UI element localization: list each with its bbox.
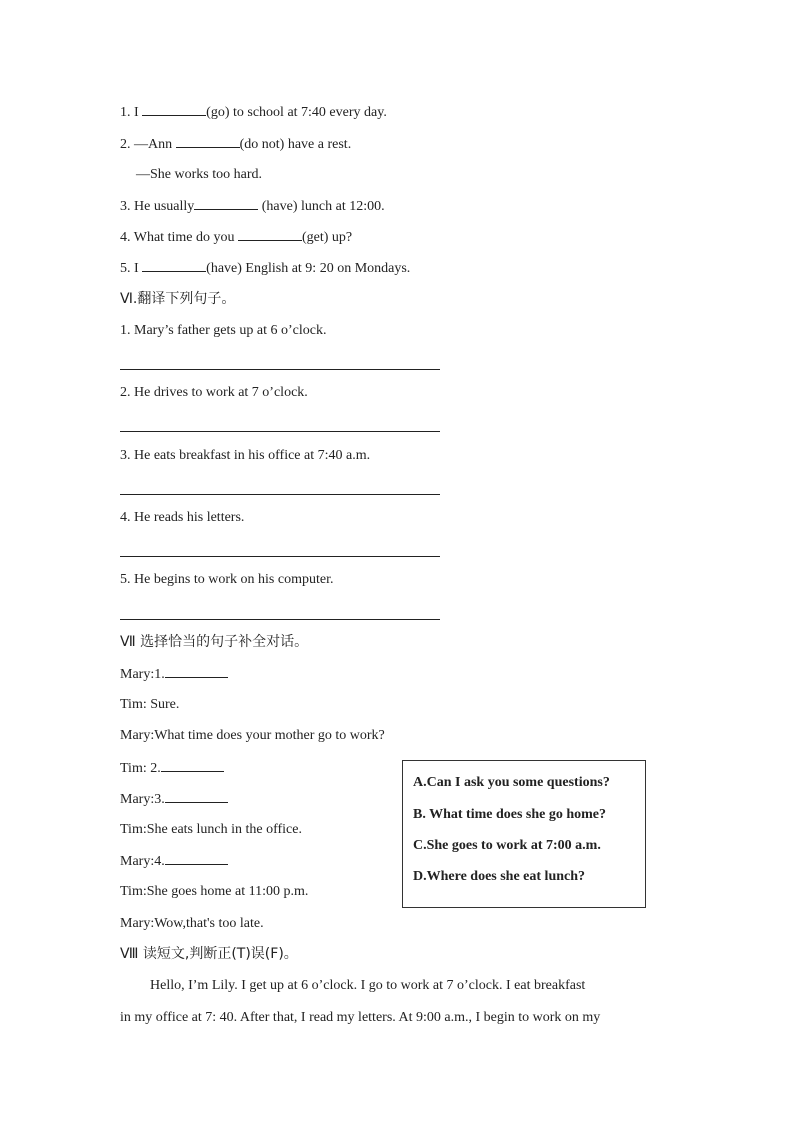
dialogue-line-9: Mary:Wow,that's too late. [120,916,264,931]
sentence-3: 3. He eats breakfast in his office at 7:40 a.m. [120,448,371,463]
answer-blank[interactable] [165,852,228,865]
answer-blank[interactable] [194,197,258,210]
answer-blank[interactable] [142,103,206,116]
section-6-title: Ⅵ.翻译下列句子。 [120,291,236,307]
question-1-prefix: 1. I [120,105,143,120]
question-2-reply: —She works too hard. [136,167,262,182]
dialogue-line-6: Tim:She eats lunch in the office. [120,822,302,837]
answer-line-5[interactable] [120,619,440,620]
question-2-suffix: (do not) have a rest. [239,137,352,152]
question-4-prefix: 4. What time do you [120,230,238,245]
answer-line-3[interactable] [120,494,440,495]
option-d: D.Where does she eat lunch? [413,869,586,884]
dialogue-speaker: Mary:4. [120,854,165,869]
dialogue-line-1 [120,665,228,684]
options-box [402,760,646,908]
question-4-suffix: (get) up? [301,230,353,245]
dialogue-line-8: Tim:She goes home at 11:00 p.m. [120,884,309,899]
answer-line-1[interactable] [120,369,440,370]
answer-line-2[interactable] [120,431,440,432]
question-1-suffix: (go) to school at 7:40 every day. [206,105,387,120]
answer-blank[interactable] [142,259,206,272]
dialogue-line-3: Mary:What time does your mother go to work? [120,728,385,743]
passage-line-2: in my office at 7: 40. After that, I read my letters. At 9:00 a.m., I begin to work on my [120,1010,601,1025]
answer-blank[interactable] [165,665,228,678]
sentence-1: 1. Mary’s father gets up at 6 o’clock. [120,323,327,338]
dialogue-speaker: Tim: 2. [120,761,161,776]
dialogue-line-7 [120,852,228,871]
answer-blank[interactable] [165,790,228,803]
question-1 [120,103,387,122]
dialogue-line-4 [120,759,224,778]
answer-blank[interactable] [238,228,302,241]
answer-blank[interactable] [161,759,224,772]
dialogue-speaker: Mary:3. [120,792,165,807]
question-4 [120,228,352,247]
question-3 [120,197,385,216]
question-2-prefix: 2. —Ann [120,137,176,152]
question-3-suffix: (have) lunch at 12:00. [258,199,385,214]
question-5-suffix: (have) English at 9: 20 on Mondays. [206,261,411,276]
dialogue-line-2: Tim: Sure. [120,697,180,712]
option-a: A.Can I ask you some questions? [413,775,610,790]
question-5 [120,259,410,278]
passage-line-1: Hello, I’m Lily. I get up at 6 o’clock. I go to work at 7 o’clock. I eat breakfast [150,978,586,993]
answer-line-4[interactable] [120,556,440,557]
option-c: C.She goes to work at 7:00 a.m. [413,838,601,853]
sentence-2: 2. He drives to work at 7 o’clock. [120,385,308,400]
answer-blank[interactable] [176,135,240,148]
section-7-title: Ⅶ 选择恰当的句子补全对话。 [120,634,309,650]
question-3-prefix: 3. He usually [120,199,195,214]
question-2 [120,135,351,154]
sentence-5: 5. He begins to work on his computer. [120,572,334,587]
option-b: B. What time does she go home? [413,807,607,822]
sentence-4: 4. He reads his letters. [120,510,245,525]
question-5-prefix: 5. I [120,261,143,276]
dialogue-line-5 [120,790,228,809]
dialogue-speaker: Mary:1. [120,667,165,682]
section-8-title: Ⅷ 读短文,判断正(T)误(F)。 [120,946,298,962]
